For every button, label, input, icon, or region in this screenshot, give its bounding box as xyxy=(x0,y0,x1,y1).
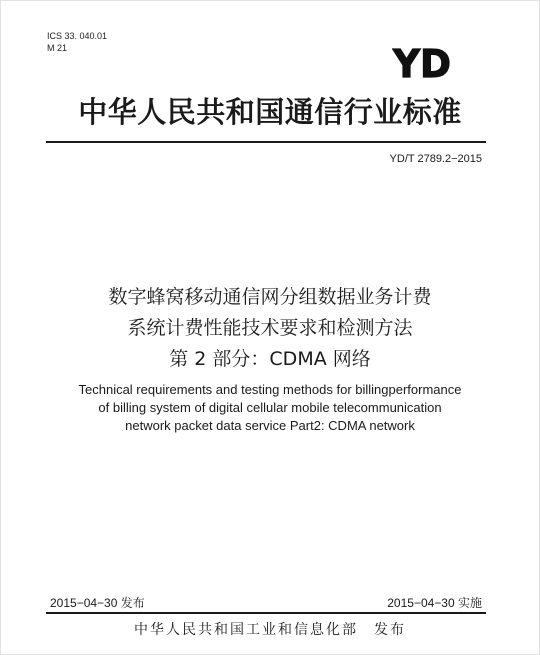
standard-category-title: 中华人民共和国通信行业标准 xyxy=(78,95,462,129)
chinese-title-line-2: 系统计费性能技术要求和检测方法 xyxy=(127,317,413,339)
category-code: M 21 xyxy=(47,43,68,53)
publisher: 中华人民共和国工业和信息化部 发布 xyxy=(134,622,406,638)
classification-codes xyxy=(47,30,107,54)
header-divider xyxy=(46,141,486,143)
ics-code: ICS 33. 040.01 xyxy=(47,31,108,41)
implement-date: 2015−04−30 实施 xyxy=(387,596,482,610)
chinese-title-line-1: 数字蜂窝移动通信网分组数据业务计费 xyxy=(108,286,432,308)
footer-divider xyxy=(46,612,486,614)
chinese-title-line-3: 第 2 部分：CDMA 网络 xyxy=(169,348,371,370)
standard-number: YD/T 2789.2−2015 xyxy=(389,153,482,165)
yd-logo-text: YD xyxy=(392,44,451,80)
publish-date: 2015−04−30 发布 xyxy=(50,596,145,610)
english-title-line-2: of billing system of digital cellular mobile telecommunication xyxy=(98,400,442,415)
english-title-line-1: Technical requirements and testing methods for billingperformance xyxy=(78,382,462,397)
english-title-line-3: network packet data service Part2: CDMA network xyxy=(125,418,415,433)
yd-logo xyxy=(392,44,452,80)
